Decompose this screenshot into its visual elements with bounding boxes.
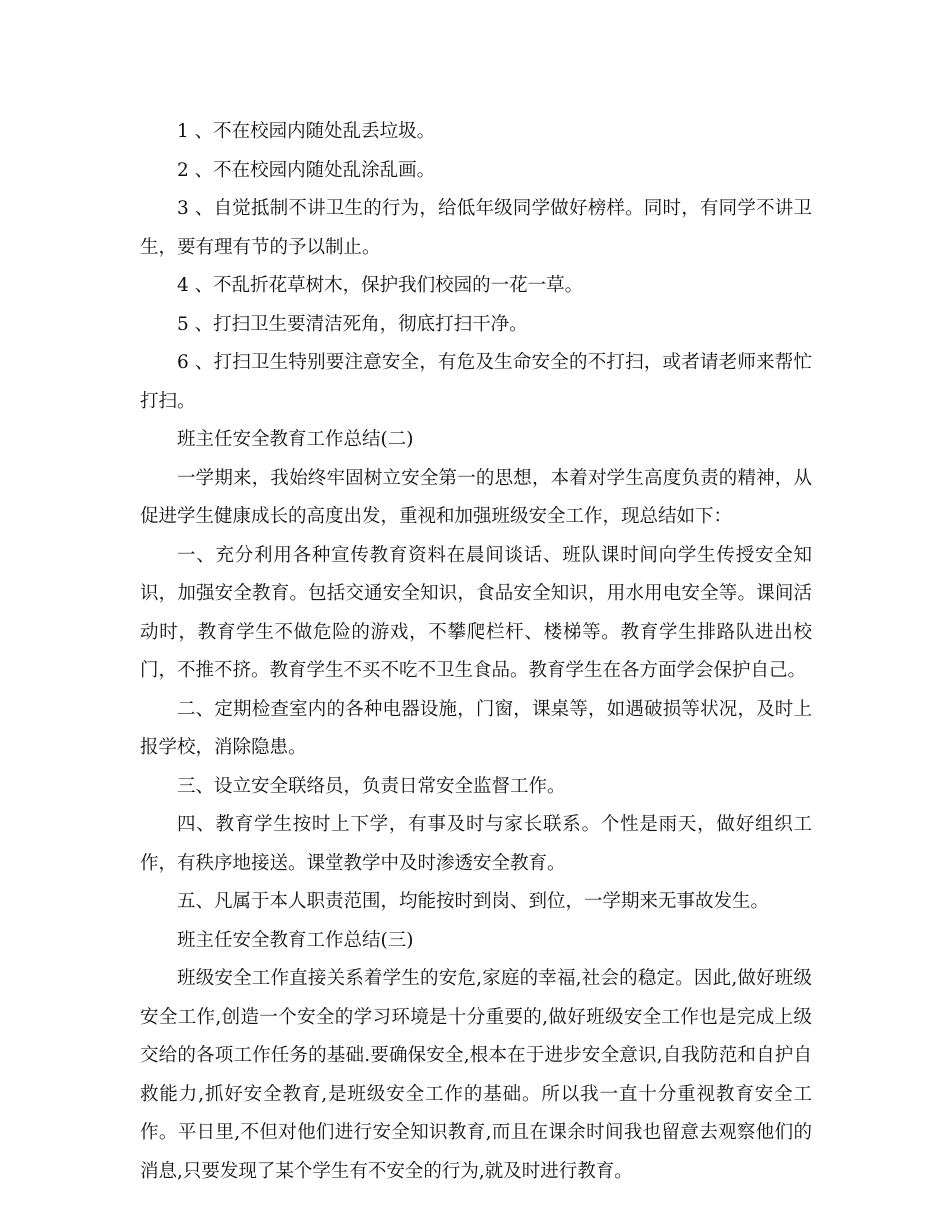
rule-item-3: 3 、自觉抵制不讲卫生的行为，给低年级同学做好榜样。同时，有同学不讲卫生，要有理有节的予以制止。 bbox=[140, 198, 812, 258]
summary-point-2: 二、定期检查室内的各种电器设施，门窗，课桌等，如遇破损等状况，及时上报学校，消除隐患。 bbox=[140, 698, 812, 758]
section-3-paragraph: 班级安全工作直接关系着学生的安危,家庭的幸福,社会的稳定。因此,做好班级安全工作,创造一个安全的学习环境是十分重要的,做好班级安全工作也是完成上级交给的各项工作任务的基础.要确保安全,根本在于进步安全意识,自我防范和自护自救能力,抓好安全教育,是班级安全工作的基础。所以我一直十分重视教育安全工作。平日里,不但对他们进行安全知识教育,而且在课余时间我也留意去观察他们的消息,只要发现了某个学生有不安全的行为,就及时进行教育。 bbox=[140, 968, 812, 1182]
rule-item-1: 1 、不在校园内随处乱丢垃圾。 bbox=[177, 121, 436, 142]
summary-point-3: 三、设立安全联络员，负责日常安全监督工作。 bbox=[177, 775, 566, 797]
rule-item-5: 5 、打扫卫生要清洁死角，彻底打扫干净。 bbox=[177, 313, 528, 335]
rule-item-2: 2 、不在校园内随处乱涂乱画。 bbox=[177, 159, 436, 181]
intro-paragraph: 一学期来，我始终牢固树立安全第一的思想，本着对学生高度负责的精神，从促进学生健康成长的高度出发，重视和加强班级安全工作，现总结如下： bbox=[140, 467, 812, 527]
summary-point-4: 四、教育学生按时上下学，有事及时与家长联系。个性是雨天，做好组织工作，有秩序地接送。课堂教学中及时渗透安全教育。 bbox=[140, 814, 812, 874]
section-heading-2: 班主任安全教育工作总结(二) bbox=[177, 429, 414, 450]
section-heading-3: 班主任安全教育工作总结(三) bbox=[177, 929, 414, 951]
rule-item-4: 4 、不乱折花草树木，保护我们校园的一花一草。 bbox=[177, 275, 584, 296]
rule-item-6: 6 、打扫卫生特别要注意安全，有危及生命安全的不打扫，或者请老师来帮忙打扫。 bbox=[140, 352, 812, 412]
document-body bbox=[140, 113, 812, 1191]
summary-point-5: 五、凡属于本人职责范围，均能按时到岗、到位，一学期来无事故发生。 bbox=[177, 891, 770, 912]
summary-point-1: 一、充分利用各种宣传教育资料在晨间谈话、班队课时间向学生传授安全知识，加强安全教育。包括交通安全知识，食品安全知识，用水用电安全等。课间活动时，教育学生不做危险的游戏，不攀爬栏杆、楼梯等。教育学生排路队进出校门，不推不挤。教育学生不买不吃不卫生食品。教育学生在各方面学会保护自己。 bbox=[140, 544, 812, 681]
